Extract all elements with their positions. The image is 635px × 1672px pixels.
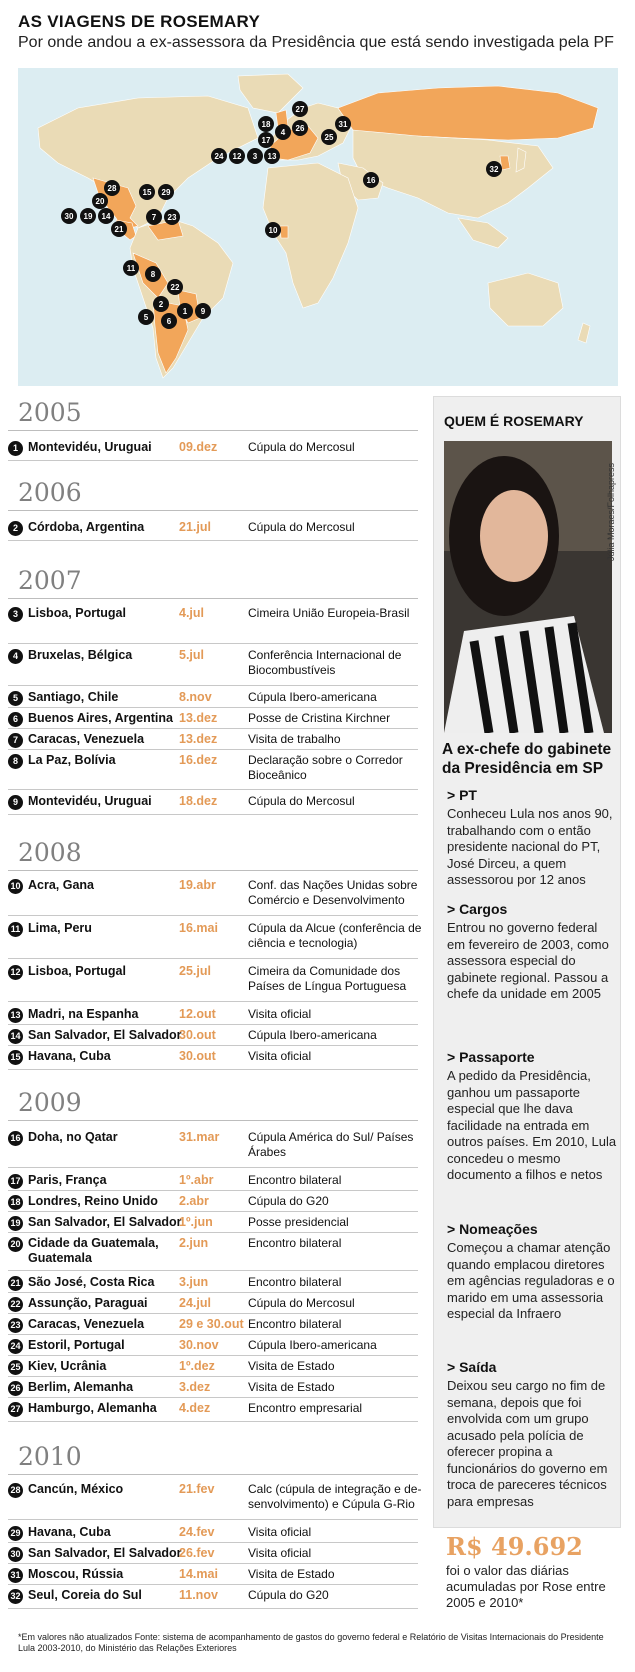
trip-place: Havana, Cuba [28,1525,111,1539]
map-marker-2 [153,296,169,312]
trip-event: Visita de trabalho [248,732,341,746]
trip-event: Calc (cúpula de integração e de-senvolvimento) e Cúpula G-Rio [248,1482,422,1511]
section-title: > PT [447,787,477,803]
divider [8,915,418,916]
year-heading: 2006 [18,478,82,507]
footnote: *Em valores não atualizados Fonte: sistema de acompanhamento de gastos do governo federal e Relatório de Visitas Internacionais do Presidente Lula 2003-2010, do Ministério das Relações Exteriores [18,1632,604,1653]
marker-label: 2 [158,300,164,309]
trip-event: Cúpula América do Sul/ Países Árabes [248,1130,414,1159]
marker-label: 16 [366,176,376,185]
trip-number: 10 [8,879,23,894]
marker-label: 6 [166,317,172,326]
trip-place: Assunção, Paraguai [28,1296,148,1310]
trip-number: 5 [8,691,23,706]
trip-number: 24 [8,1339,23,1354]
profile-section [447,1359,617,1510]
marker-label: 20 [95,197,105,206]
divider [8,430,418,431]
divider [8,1542,418,1543]
trip-event: Cimeira da Comunidade dos Países de Língua Portuguesa [248,964,407,993]
marker-label: 23 [167,213,177,222]
section-text: Entrou no governo federal em fevereiro de 2003, como assessora especial do gabinete regional. Passou a chefe da unidade em 2005 [447,920,609,1001]
divider [8,1232,418,1233]
trip-event: Cúpula do G20 [248,1588,329,1602]
trip-number: 30 [8,1547,23,1562]
trip-place: La Paz, Bolívia [28,753,116,767]
trip-event: Cúpula do G20 [248,1194,329,1208]
trip-place: San Salvador, El Salvador [28,1546,182,1560]
divider [8,540,418,541]
trip-date: 25.jul [179,964,211,978]
divider [8,1474,418,1475]
map-marker-27 [292,101,308,117]
trip-place: São José, Costa Rica [28,1275,155,1289]
trip-date: 16.mai [179,921,218,935]
divider [8,685,418,686]
trip-date: 1º.jun [179,1215,213,1229]
marker-label: 10 [268,226,278,235]
map-marker-18 [258,116,274,132]
trip-number: 29 [8,1526,23,1541]
map-marker-30 [61,208,77,224]
trip-event: Declaração sobre o Corredor Bioceânico [248,753,403,782]
section-title: > Cargos [447,901,508,917]
trip-place: Hamburgo, Alemanha [28,1401,157,1415]
trip-event: Visita oficial [248,1525,312,1539]
marker-label: 19 [83,212,93,221]
marker-label: 27 [295,105,305,114]
trip-number: 1 [8,441,23,456]
marker-label: 17 [261,136,271,145]
map-marker-19 [80,208,96,224]
trip-date: 16.dez [179,753,218,767]
trip-date: 09.dez [179,440,218,454]
marker-label: 26 [295,124,305,133]
divider [8,1270,418,1271]
section-title: > Saída [447,1359,497,1375]
trip-date: 21.fev [179,1482,215,1496]
trip-place: Lisboa, Portugal [28,964,126,978]
trip-event: Visita de Estado [248,1359,335,1373]
trip-event: Visita oficial [248,1049,312,1063]
year-heading: 2009 [18,1088,82,1117]
map-marker-25 [321,129,337,145]
divider [8,1001,418,1002]
trip-event: Encontro bilateral [248,1275,342,1289]
marker-label: 15 [142,188,152,197]
trip-date: 24.fev [179,1525,215,1539]
map-marker-4 [275,124,291,140]
trip-event: Visita oficial [248,1007,312,1021]
trip-date: 4.jul [179,606,205,620]
land-russia [338,86,598,140]
map-marker-7 [146,209,162,225]
map-marker-22 [167,279,183,295]
trip-place: Berlim, Alemanha [28,1380,134,1394]
trip-place: Lima, Peru [28,921,92,935]
trip-place: Bruxelas, Bélgica [28,648,133,662]
trip-date: 24.jul [179,1296,211,1310]
divider [8,814,418,815]
marker-label: 32 [489,165,499,174]
trip-place: Londres, Reino Unido [28,1194,158,1208]
trip-event: Encontro empresarial [248,1401,363,1415]
trip-place: Havana, Cuba [28,1049,111,1063]
page-subtitle: Por onde andou a ex-assessora da Presidência que está sendo investigada pela PF [18,34,614,51]
map-marker-24 [211,148,227,164]
trip-event: Cúpula da Alcue (conferência de ciência e tecnologia) [248,921,422,950]
map-marker-16 [363,172,379,188]
trip-date: 4.dez [179,1401,211,1415]
trip-date: 13.dez [179,711,218,725]
profile-section [447,1049,617,1184]
marker-label: 1 [182,307,188,316]
trip-date: 2.jun [179,1236,209,1250]
map-marker-9 [195,303,211,319]
divider [8,1519,418,1520]
marker-label: 11 [126,264,136,273]
trip-date: 14.mai [179,1567,218,1581]
trip-number: 4 [8,649,23,664]
divider [8,1045,418,1046]
trip-number: 18 [8,1195,23,1210]
marker-label: 14 [101,212,111,221]
trip-number: 25 [8,1360,23,1375]
trip-number: 7 [8,733,23,748]
map-marker-21 [111,221,127,237]
trip-event: Cúpula Ibero-americana [248,690,377,704]
world-map [18,68,618,386]
trip-place: Acra, Gana [28,878,95,892]
trip-place: Buenos Aires, Argentina [28,711,173,725]
marker-label: 8 [150,270,156,279]
trip-date: 18.dez [179,794,218,808]
trip-number: 21 [8,1276,23,1291]
map-marker-26 [292,120,308,136]
map-marker-23 [164,209,180,225]
divider [8,789,418,790]
trip-place: Cidade da Guatemala, Guatemala [28,1236,159,1265]
trip-date: 29 e 30.out [179,1317,244,1331]
trip-place: Santiago, Chile [28,690,119,704]
sidebar-subheading: A ex-chefe do gabinete da Presidência em SP [442,741,612,777]
map-marker-10 [265,222,281,238]
trip-number: 20 [8,1237,23,1252]
trip-event: Cúpula do Mercosul [248,794,355,808]
trip-number: 28 [8,1483,23,1498]
divider [8,1584,418,1585]
trip-place: Doha, no Qatar [28,1130,118,1144]
divider [8,958,418,959]
trip-date: 3.dez [179,1380,211,1394]
divider [8,643,418,644]
trip-number: 26 [8,1381,23,1396]
divider [8,1069,418,1070]
divider [8,1355,418,1356]
profile-section [447,1221,617,1323]
divider [8,1334,418,1335]
trip-date: 30.out [179,1028,216,1042]
map-marker-32 [486,161,502,177]
portrait-photo [444,441,612,733]
trip-place: Montevidéu, Uruguai [28,794,152,808]
trip-date: 26.fev [179,1546,215,1560]
trip-place: Estoril, Portugal [28,1338,125,1352]
map-marker-13 [264,148,280,164]
map-marker-8 [145,266,161,282]
trip-number: 16 [8,1131,23,1146]
section-text: Conheceu Lula nos anos 90, trabalhando com o então presidente nacional do PT, José Dirceu, a quem assessorou por 12 anos [447,806,613,887]
divider [8,1190,418,1191]
divider [8,460,418,461]
trip-date: 12.out [179,1007,216,1021]
trip-event: Visita de Estado [248,1380,335,1394]
divider [8,749,418,750]
trip-number: 14 [8,1029,23,1044]
marker-label: 21 [114,225,124,234]
marker-label: 28 [107,184,117,193]
section-text: Começou a chamar atenção quando emplacou diretores em agências reguladoras e o marido em uma assessoria especial da Infraero [447,1240,615,1321]
trip-date: 1º.dez [179,1359,215,1373]
trip-event: Encontro bilateral [248,1173,342,1187]
map-marker-28 [104,180,120,196]
trip-place: Kiev, Ucrânia [28,1359,107,1373]
trip-event: Cúpula do Mercosul [248,440,355,454]
trip-event: Cúpula do Mercosul [248,520,355,534]
trip-date: 3.jun [179,1275,209,1289]
marker-label: 12 [232,152,242,161]
trip-event: Visita oficial [248,1546,312,1560]
marker-label: 24 [214,152,224,161]
section-title: > Nomeações [447,1221,538,1237]
trip-event: Posse presidencial [248,1215,349,1229]
profile-sidebar [433,396,621,1528]
trip-place: Seul, Coreia do Sul [28,1588,142,1602]
trip-number: 11 [8,922,23,937]
trip-event: Encontro bilateral [248,1317,342,1331]
trip-event: Cúpula Ibero-americana [248,1338,377,1352]
trip-date: 1º.abr [179,1173,214,1187]
trip-place: Lisboa, Portugal [28,606,126,620]
trip-date: 30.nov [179,1338,219,1352]
year-heading: 2007 [18,566,82,595]
map-marker-11 [123,260,139,276]
trip-date: 13.dez [179,732,218,746]
trip-place: San Salvador, El Salvador [28,1028,182,1042]
portrait-illustration [444,441,612,733]
trip-date: 30.out [179,1049,216,1063]
marker-label: 22 [170,283,180,292]
trip-number: 3 [8,607,23,622]
divider [8,1167,418,1168]
trip-place: Madri, na Espanha [28,1007,139,1021]
marker-label: 4 [280,128,286,137]
trip-number: 23 [8,1318,23,1333]
trip-event: Cimeira União Europeia-Brasil [248,606,410,620]
map-marker-31 [335,116,351,132]
trip-number: 12 [8,965,23,980]
marker-label: 29 [161,188,171,197]
cost-stat [446,1532,626,1611]
trip-event: Conferência Internacional de Biocombustíveis [248,648,402,677]
map-marker-15 [139,184,155,200]
divider [8,1120,418,1121]
year-heading: 2005 [18,398,82,427]
trip-event: Cúpula Ibero-americana [248,1028,377,1042]
divider [8,870,418,871]
trip-place: San Salvador, El Salvador [28,1215,182,1229]
trip-date: 21.jul [179,520,211,534]
trip-number: 2 [8,521,23,536]
trip-date: 31.mar [179,1130,220,1144]
trip-number: 15 [8,1050,23,1065]
marker-label: 7 [151,213,157,222]
divider [8,1563,418,1564]
trip-event: Cúpula do Mercosul [248,1296,355,1310]
map-marker-20 [92,193,108,209]
trip-number: 17 [8,1174,23,1189]
trip-number: 6 [8,712,23,727]
map-marker-3 [247,148,263,164]
divider [8,1421,418,1422]
page-title: AS VIAGENS DE ROSEMARY [18,12,261,31]
trip-place: Córdoba, Argentina [28,520,145,534]
trip-date: 19.abr [179,878,216,892]
marker-label: 3 [252,152,258,161]
marker-label: 25 [324,133,334,142]
divider [8,1292,418,1293]
map-marker-29 [158,184,174,200]
map-marker-6 [161,313,177,329]
trip-place: Caracas, Venezuela [28,732,145,746]
trip-number: 19 [8,1216,23,1231]
trip-number: 13 [8,1008,23,1023]
trip-number: 27 [8,1402,23,1417]
trip-event: Visita de Estado [248,1567,335,1581]
land-ghana [280,226,288,238]
photo-credit: Júlia Moraes/Folhapress [606,462,616,561]
trip-date: 8.nov [179,690,212,704]
divider [8,1397,418,1398]
trip-number: 32 [8,1589,23,1604]
year-heading: 2010 [18,1442,82,1471]
trip-place: Moscou, Rússia [28,1567,124,1581]
map-marker-17 [258,132,274,148]
trip-date: 11.nov [179,1588,218,1602]
trip-number: 9 [8,795,23,810]
marker-label: 30 [64,212,74,221]
trip-event: Posse de Cristina Kirchner [248,711,391,725]
year-heading: 2008 [18,838,82,867]
trip-place: Cancún, México [28,1482,124,1496]
trip-place: Paris, França [28,1173,107,1187]
divider [8,1211,418,1212]
marker-label: 5 [143,313,149,322]
profile-section [447,901,617,1003]
trip-date: 5.jul [179,648,205,662]
divider [8,510,418,511]
trip-event: Encontro bilateral [248,1236,342,1250]
trip-number: 22 [8,1297,23,1312]
divider [8,728,418,729]
marker-label: 13 [267,152,277,161]
divider [8,1313,418,1314]
marker-label: 31 [338,120,348,129]
trip-place: Caracas, Venezuela [28,1317,145,1331]
marker-label: 18 [261,120,271,129]
trip-number: 31 [8,1568,23,1583]
divider [8,598,418,599]
profile-section [447,787,617,889]
divider [8,707,418,708]
trip-event: Conf. das Nações Unidas sobre Comércio e Desenvolvimento [248,878,418,907]
section-title: > Passaporte [447,1049,535,1065]
map-marker-12 [229,148,245,164]
divider [8,1376,418,1377]
divider [8,1024,418,1025]
trip-date: 2.abr [179,1194,209,1208]
section-text: A pedido da Presidência, ganhou um passaporte especial que lhe dava facilidade na entrada em outros países. Em 2010, Lula concedeu o mesmo documento a filhos e netos [447,1068,617,1182]
cost-description: foi o valor das diárias acumuladas por Rose entre 2005 e 2010* [446,1563,606,1610]
trip-number: 8 [8,754,23,769]
map-marker-1 [177,303,193,319]
section-text: Deixou seu cargo no fim de semana, depois que foi envolvida com um grupo acusado pela polícia de oferecer propina a funcionários do governo em troca de pareceres técnicos para empresas [447,1378,608,1509]
sidebar-heading: QUEM É ROSEMARY [444,413,584,429]
trip-place: Montevidéu, Uruguai [28,440,152,454]
divider [8,1608,418,1609]
marker-label: 9 [200,307,206,316]
map-marker-5 [138,309,154,325]
cost-value: R$ 49.692 [446,1532,583,1561]
map-marker-14 [98,208,114,224]
